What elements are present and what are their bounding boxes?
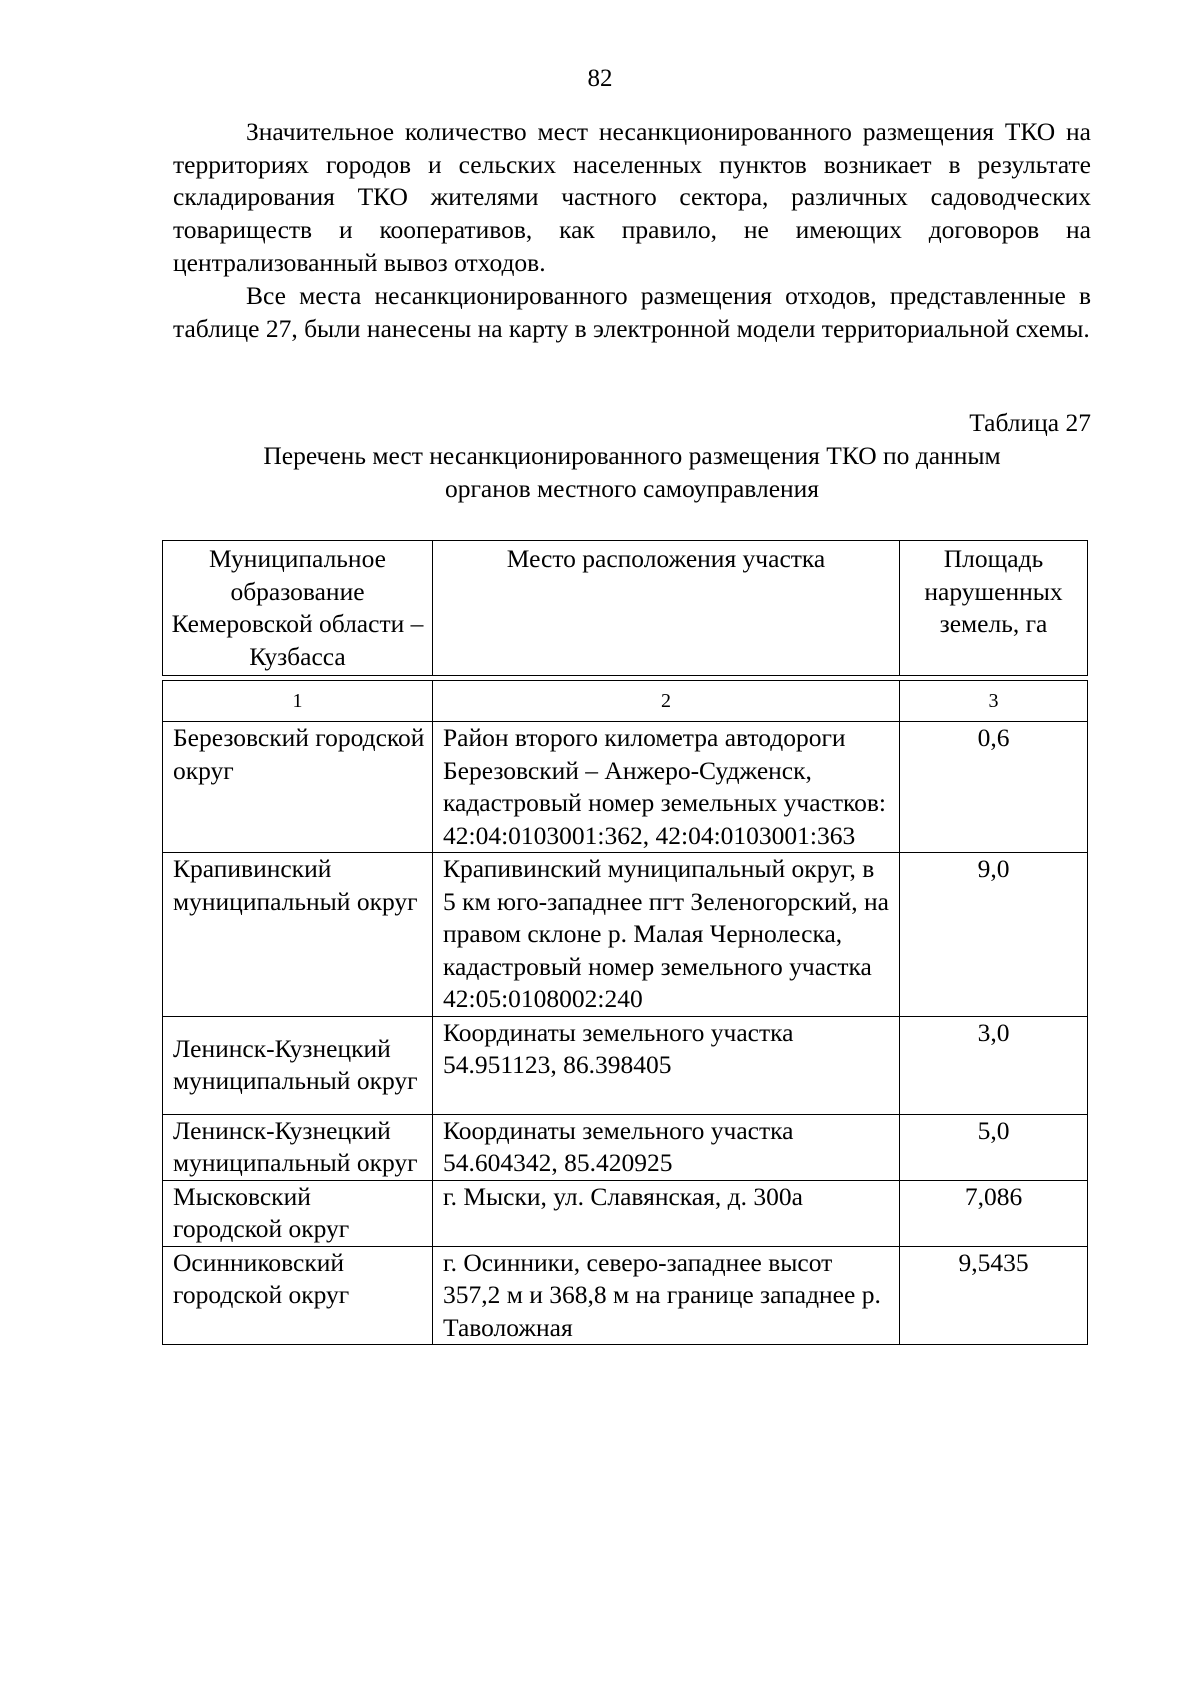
cell-location: Координаты земельного участка 54.951123, 86.398405 xyxy=(433,1016,900,1114)
header-location: Место расположения участка xyxy=(433,541,900,676)
paragraph: Все места несанкционированного размещения отходов, представленные в таблице 27, были нанесены на карту в электронной модели территориальной схемы. xyxy=(173,281,1091,343)
cell-municipality: Березовский городской округ xyxy=(163,722,433,853)
cell-location: г. Осинники, северо-западнее высот 357,2 м и 368,8 м на границе западнее р. Таволожная xyxy=(433,1246,900,1345)
cell-municipality: Крапивинский муниципальный округ xyxy=(163,853,433,1017)
column-number: 3 xyxy=(900,681,1088,722)
cell-municipality: Ленинск-Кузнецкий муниципальный округ xyxy=(163,1114,433,1180)
column-number: 1 xyxy=(163,681,433,722)
paragraph: Значительное количество мест несанкционированного размещения ТКО на территориях городов и сельских населенных пунктов возникает в результате складирования ТКО жителями частного сектора, различных садоводческих товариществ и кооперативов, как правило, не имеющих договоров на централизованный вывоз отходов. xyxy=(173,117,1091,277)
table-header xyxy=(162,540,1088,676)
cell-municipality: Мысковский городской округ xyxy=(163,1180,433,1246)
cell-area: 9,5435 xyxy=(900,1246,1088,1345)
body-text xyxy=(173,116,1091,280)
cell-municipality: Ленинск-Кузнецкий муниципальный округ xyxy=(163,1016,433,1114)
table-row xyxy=(163,1180,1088,1246)
body-text xyxy=(173,280,1091,345)
cell-area: 5,0 xyxy=(900,1114,1088,1180)
table-row xyxy=(163,722,1088,853)
column-number: 2 xyxy=(433,681,900,722)
table-row xyxy=(163,1114,1088,1180)
cell-location: г. Мыски, ул. Славянская, д. 300а xyxy=(433,1180,900,1246)
cell-location: Крапивинский муниципальный округ, в 5 км юго-западнее пгт Зеленогорский, на правом склоне р. Малая Чернолеска, кадастровый номер земельного участка 42:05:0108002:240 xyxy=(433,853,900,1017)
header-row xyxy=(163,541,1088,676)
cell-location: Район второго километра автодороги Березовский – Анжеро-Судженск, кадастровый номер земельных участков: 42:04:0103001:362, 42:04:0103001:363 xyxy=(433,722,900,853)
cell-area: 3,0 xyxy=(900,1016,1088,1114)
cell-area: 7,086 xyxy=(900,1180,1088,1246)
table-row xyxy=(163,853,1088,1017)
cell-location: Координаты земельного участка 54.604342, 85.420925 xyxy=(433,1114,900,1180)
data-table xyxy=(162,680,1088,1345)
table-row xyxy=(163,1246,1088,1345)
cell-municipality: Осинниковский городской округ xyxy=(163,1246,433,1345)
cell-area: 9,0 xyxy=(900,853,1088,1017)
table-title-line: Перечень мест несанкционированного размещения ТКО по данным xyxy=(263,441,1001,470)
table-title xyxy=(173,440,1091,505)
table-title-line: органов местного самоуправления xyxy=(444,473,820,503)
header-municipality: Муниципальное образование Кемеровской области – Кузбасса xyxy=(163,541,433,676)
page-number: 82 xyxy=(587,65,613,92)
column-number-row xyxy=(163,681,1088,722)
cell-area: 0,6 xyxy=(900,722,1088,853)
table-label: Таблица 27 xyxy=(969,408,1091,437)
header-area: Площадь нарушенных земель, га xyxy=(900,541,1088,676)
table-row xyxy=(163,1016,1088,1114)
